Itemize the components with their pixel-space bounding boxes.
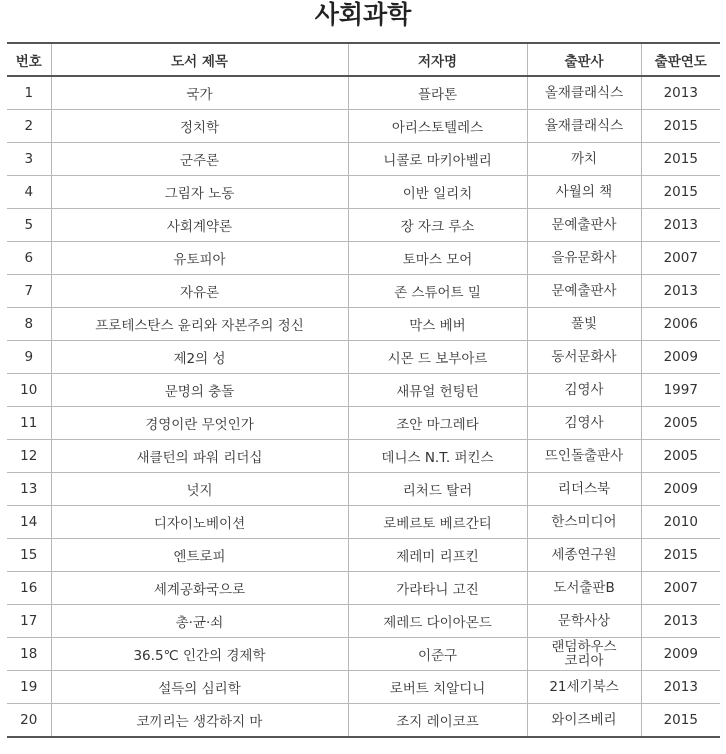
publisher-text: 까치 [570, 151, 598, 167]
table-row [7, 110, 720, 143]
cell-publisher [527, 638, 641, 671]
table-row [7, 506, 720, 539]
cell-publisher [527, 76, 641, 110]
cell-year: 2009 [641, 638, 720, 671]
cell-no: 2 [7, 110, 51, 143]
cell-year: 2010 [641, 506, 720, 539]
table-row [7, 671, 720, 704]
publisher-text: 문학사상 [557, 613, 611, 629]
cell-no: 4 [7, 176, 51, 209]
cell-title: 디자이노베이션 [51, 506, 348, 539]
header-author: 저자명 [348, 43, 527, 76]
cell-title: 넛지 [51, 473, 348, 506]
cell-publisher [527, 506, 641, 539]
cell-author: 존 스튜어트 밀 [348, 275, 527, 308]
cell-title: 정치학 [51, 110, 348, 143]
table-row [7, 605, 720, 638]
cell-author: 니콜로 마키아벨리 [348, 143, 527, 176]
cell-year: 2013 [641, 605, 720, 638]
table-row [7, 209, 720, 242]
book-table [7, 42, 720, 738]
cell-author: 로베르토 베르간티 [348, 506, 527, 539]
cell-year: 2013 [641, 209, 720, 242]
publisher-text: 동서문화사 [551, 349, 617, 365]
cell-no: 6 [7, 242, 51, 275]
cell-author: 아리스토텔레스 [348, 110, 527, 143]
publisher-text: 을유문화사 [551, 250, 617, 266]
cell-no: 14 [7, 506, 51, 539]
cell-no: 9 [7, 341, 51, 374]
cell-year: 2007 [641, 242, 720, 275]
table-row [7, 473, 720, 506]
cell-title: 총·균·쇠 [51, 605, 348, 638]
publisher-text: 한스미디어 [551, 514, 617, 530]
table-row [7, 704, 720, 738]
cell-author: 이반 일리치 [348, 176, 527, 209]
header-no: 번호 [7, 43, 51, 76]
cell-title: 국가 [51, 76, 348, 110]
cell-no: 3 [7, 143, 51, 176]
cell-publisher [527, 539, 641, 572]
cell-year: 2015 [641, 110, 720, 143]
publisher-text: 풀빛 [570, 316, 598, 332]
publisher-text: 도서출판B [553, 580, 615, 596]
cell-title: 자유론 [51, 275, 348, 308]
publisher-text: 김영사 [564, 415, 604, 431]
cell-publisher [527, 110, 641, 143]
publisher-text: 세종연구원 [551, 547, 617, 563]
cell-title: 새클턴의 파워 리더십 [51, 440, 348, 473]
table-row [7, 572, 720, 605]
publisher-text: 뜨인돌출판사 [544, 448, 624, 464]
cell-author: 리처드 탈러 [348, 473, 527, 506]
cell-no: 12 [7, 440, 51, 473]
cell-no: 13 [7, 473, 51, 506]
cell-publisher [527, 341, 641, 374]
cell-author: 시몬 드 보부아르 [348, 341, 527, 374]
cell-author: 플라톤 [348, 76, 527, 110]
cell-year: 2013 [641, 671, 720, 704]
cell-title: 그림자 노동 [51, 176, 348, 209]
cell-title: 군주론 [51, 143, 348, 176]
cell-no: 10 [7, 374, 51, 407]
cell-year: 2015 [641, 539, 720, 572]
cell-title: 설득의 심리학 [51, 671, 348, 704]
cell-year: 2006 [641, 308, 720, 341]
table-row [7, 275, 720, 308]
cell-publisher [527, 143, 641, 176]
cell-no: 19 [7, 671, 51, 704]
cell-year: 2005 [641, 440, 720, 473]
table-row [7, 539, 720, 572]
publisher-text: 와이즈베리 [551, 712, 617, 728]
table-row [7, 76, 720, 110]
cell-title: 사회계약론 [51, 209, 348, 242]
cell-publisher [527, 407, 641, 440]
cell-title: 세계공화국으로 [51, 572, 348, 605]
cell-year: 2007 [641, 572, 720, 605]
publisher-text: 사월의 책 [555, 184, 613, 200]
cell-author: 로버트 치알디니 [348, 671, 527, 704]
cell-year: 2015 [641, 143, 720, 176]
cell-publisher [527, 671, 641, 704]
cell-publisher [527, 242, 641, 275]
cell-year: 2013 [641, 275, 720, 308]
cell-author: 이준구 [348, 638, 527, 671]
cell-year: 2005 [641, 407, 720, 440]
cell-author: 데니스 N.T. 퍼킨스 [348, 440, 527, 473]
cell-title: 프로테스탄스 윤리와 자본주의 정신 [51, 308, 348, 341]
cell-publisher [527, 704, 641, 738]
table-row [7, 176, 720, 209]
publisher-text: 올재클래식스 [544, 85, 624, 101]
cell-author: 조지 레이코프 [348, 704, 527, 738]
cell-author: 새뮤얼 헌팅턴 [348, 374, 527, 407]
page-title: 사회과학 [314, 0, 412, 29]
cell-publisher [527, 275, 641, 308]
cell-publisher [527, 605, 641, 638]
table-body [7, 76, 720, 737]
cell-title: 유토피아 [51, 242, 348, 275]
cell-title: 경영이란 무엇인가 [51, 407, 348, 440]
cell-publisher [527, 473, 641, 506]
table-row [7, 341, 720, 374]
cell-author: 제레미 리프킨 [348, 539, 527, 572]
cell-year: 2015 [641, 176, 720, 209]
table-row [7, 143, 720, 176]
cell-title: 36.5℃ 인간의 경제학 [51, 638, 348, 671]
cell-author: 장 자크 루소 [348, 209, 527, 242]
cell-publisher [527, 176, 641, 209]
cell-author: 제레드 다이아몬드 [348, 605, 527, 638]
table-row [7, 308, 720, 341]
cell-title: 문명의 충돌 [51, 374, 348, 407]
cell-no: 5 [7, 209, 51, 242]
table-row [7, 374, 720, 407]
cell-title: 엔트로피 [51, 539, 348, 572]
cell-publisher [527, 440, 641, 473]
publisher-text: 문예출판사 [551, 283, 617, 299]
publisher-text: 랜덤하우스 코리아 [551, 639, 617, 669]
cell-year: 2009 [641, 341, 720, 374]
cell-publisher [527, 209, 641, 242]
cell-publisher [527, 572, 641, 605]
cell-year: 2013 [641, 76, 720, 110]
cell-title: 코끼리는 생각하지 마 [51, 704, 348, 738]
cell-no: 20 [7, 704, 51, 738]
publisher-text: 김영사 [564, 382, 604, 398]
cell-year: 2009 [641, 473, 720, 506]
cell-author: 조안 마그레타 [348, 407, 527, 440]
cell-year: 1997 [641, 374, 720, 407]
header-publisher: 출판사 [527, 43, 641, 76]
cell-author: 가라타니 고진 [348, 572, 527, 605]
table-row [7, 638, 720, 671]
publisher-text: 문예출판사 [551, 217, 617, 233]
table-row [7, 440, 720, 473]
cell-no: 1 [7, 76, 51, 110]
cell-publisher [527, 374, 641, 407]
cell-no: 16 [7, 572, 51, 605]
table-row [7, 407, 720, 440]
cell-no: 15 [7, 539, 51, 572]
header-title: 도서 제목 [51, 43, 348, 76]
publisher-text: 율재클래식스 [544, 118, 624, 134]
table-row [7, 242, 720, 275]
header-year: 출판연도 [641, 43, 720, 76]
cell-author: 막스 베버 [348, 308, 527, 341]
cell-no: 8 [7, 308, 51, 341]
cell-year: 2015 [641, 704, 720, 738]
cell-title: 제2의 성 [51, 341, 348, 374]
cell-no: 18 [7, 638, 51, 671]
table-header-row [7, 43, 720, 76]
publisher-text: 21세기북스 [549, 679, 619, 695]
cell-publisher [527, 308, 641, 341]
publisher-text: 리더스북 [557, 481, 611, 497]
cell-no: 7 [7, 275, 51, 308]
cell-no: 17 [7, 605, 51, 638]
cell-no: 11 [7, 407, 51, 440]
cell-author: 토마스 모어 [348, 242, 527, 275]
